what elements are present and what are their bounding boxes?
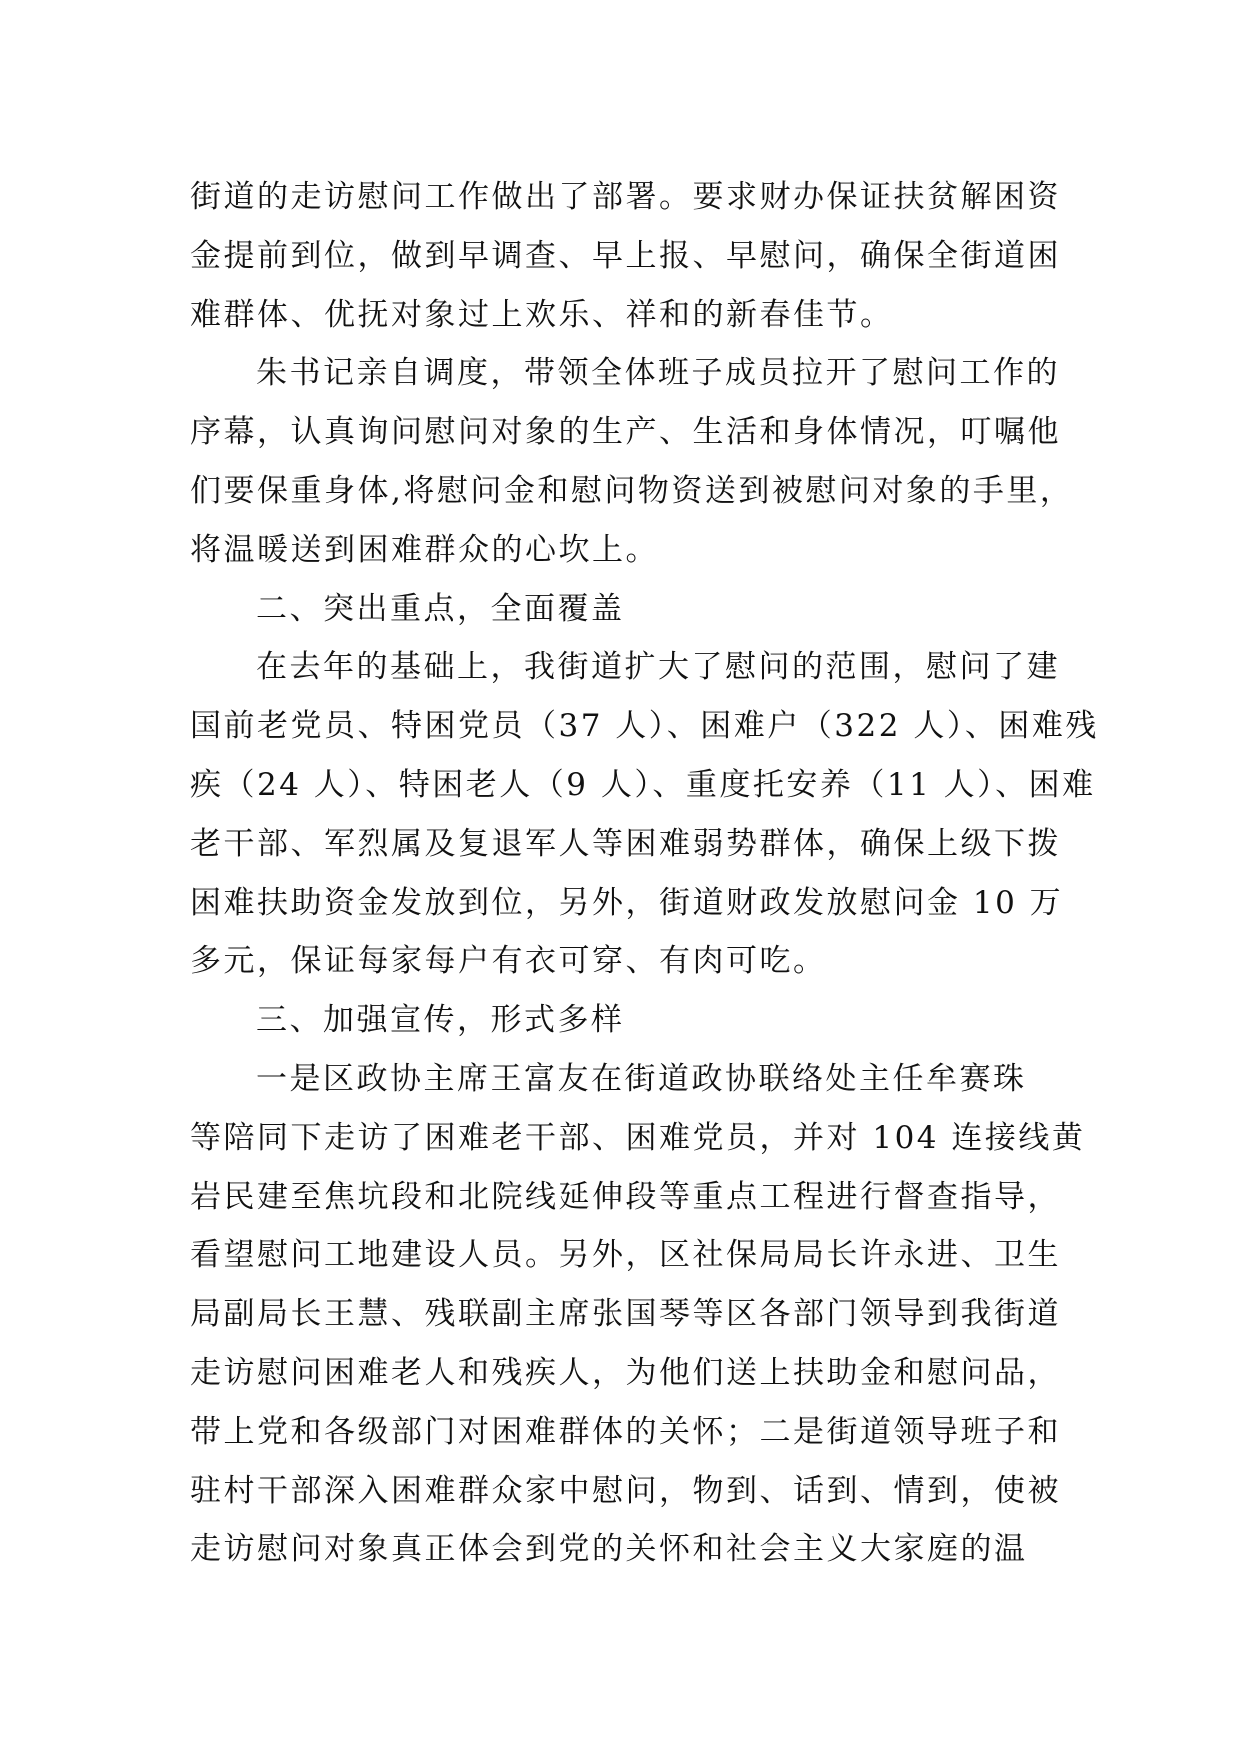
text-line: 等陪同下走访了困难老干部、困难党员，并对 104 连接线黄 bbox=[190, 1119, 1086, 1156]
text-line: 看望慰问工地建设人员。另外，区社保局局长许永进、卫生 bbox=[190, 1237, 1061, 1274]
text-line: 序幕，认真询问慰问对象的生产、生活和身体情况，叮嘱他 bbox=[190, 414, 1061, 451]
text-line: 将温暖送到困难群众的心坎上。 bbox=[190, 531, 659, 568]
text-line: 街道的走访慰问工作做出了部署。要求财办保证扶贫解困资 bbox=[190, 179, 1061, 215]
text-line: 金提前到位，做到早调查、早上报、早慰问，确保全街道困 bbox=[190, 237, 1061, 274]
text-line: 朱书记亲自调度，带领全体班子成员拉开了慰问工作的 bbox=[256, 355, 1060, 392]
text-line: 二、突出重点，全面覆盖 bbox=[256, 590, 625, 627]
text-line: 老干部、军烈属及复退军人等困难弱势群体，确保上级下拨 bbox=[190, 825, 1061, 862]
text-line: 带上党和各级部门对困难群体的关怀；二是街道领导班子和 bbox=[190, 1413, 1061, 1450]
document-body bbox=[190, 168, 1099, 1579]
text-line: 三、加强宣传，形式多样 bbox=[256, 1002, 625, 1039]
text-line: 驻村干部深入困难群众家中慰问，物到、话到、情到，使被 bbox=[190, 1472, 1061, 1509]
text-line: 难群体、优抚对象过上欢乐、祥和的新春佳节。 bbox=[190, 296, 894, 333]
text-line: 岩民建至焦坑段和北院线延伸段等重点工程进行督查指导， bbox=[190, 1178, 1061, 1215]
text-line: 们要保重身体,将慰问金和慰问物资送到被慰问对象的手里， bbox=[190, 472, 1074, 509]
text-line: 多元，保证每家每户有衣可穿、有肉可吃。 bbox=[190, 943, 827, 980]
text-line: 一是区政协主席王富友在街道政协联络处主任牟赛珠 bbox=[256, 1060, 1027, 1097]
text-line: 困难扶助资金发放到位，另外，街道财政发放慰问金 10 万 bbox=[190, 884, 1064, 921]
text-line: 在去年的基础上，我街道扩大了慰问的范围，慰问了建 bbox=[256, 649, 1060, 686]
text-line: 国前老党员、特困党员（37 人）、困难户（322 人）、困难残 bbox=[190, 708, 1099, 745]
text-line: 疾（24 人）、特困老人（9 人）、重度托安养（11 人）、困难 bbox=[190, 766, 1096, 803]
text-line: 走访慰问对象真正体会到党的关怀和社会主义大家庭的温 bbox=[190, 1531, 1028, 1568]
text-line: 局副局长王慧、残联副主席张国琴等区各部门领导到我街道 bbox=[190, 1296, 1061, 1333]
text-line: 走访慰问困难老人和残疾人，为他们送上扶助金和慰问品， bbox=[190, 1354, 1061, 1391]
